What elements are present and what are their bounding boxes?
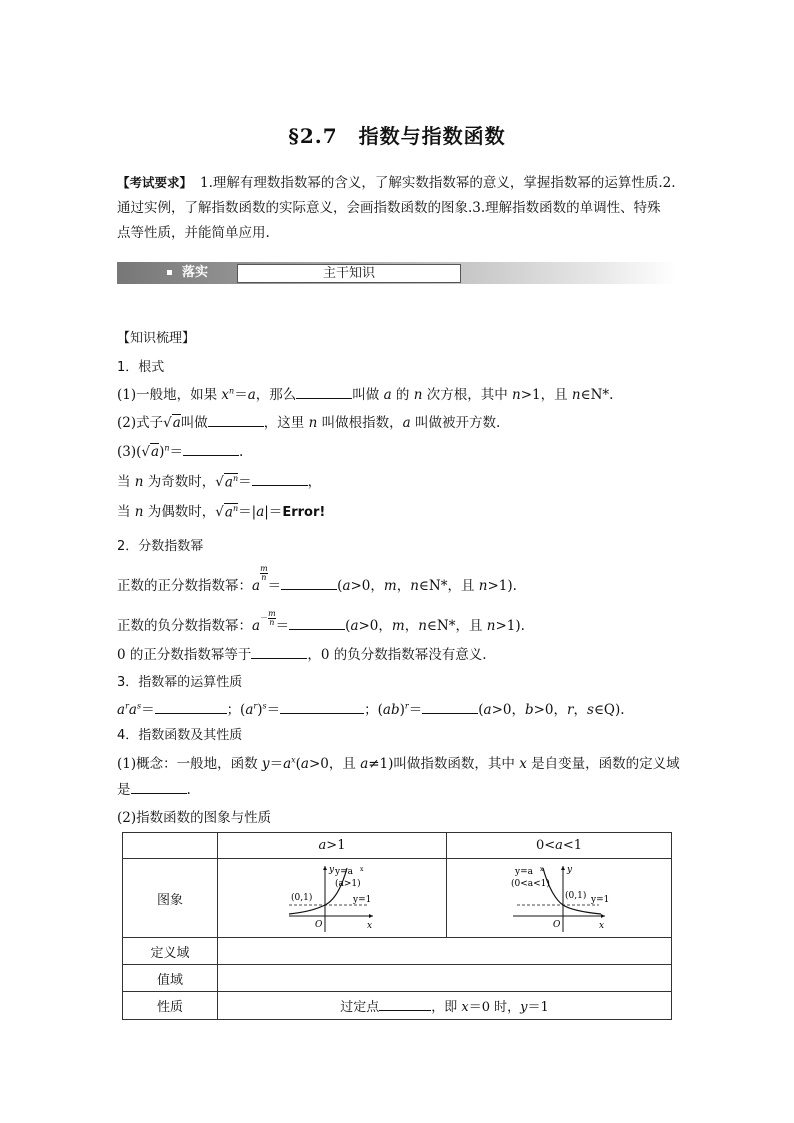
t: n xyxy=(512,387,521,403)
origin-label: O xyxy=(553,920,561,930)
row-label: 性质 xyxy=(123,992,218,1020)
t: n xyxy=(269,617,275,627)
y-label: y xyxy=(329,865,335,875)
table-row xyxy=(123,938,672,965)
t: x xyxy=(221,387,230,403)
range-cell[interactable] xyxy=(218,965,672,992)
t: n xyxy=(308,415,318,431)
blank[interactable] xyxy=(289,617,345,630)
t: >1 xyxy=(326,838,346,853)
t: n xyxy=(418,618,427,634)
t: 正数的负分数指数幂： xyxy=(117,618,252,634)
section-1-heading: 1．根式 xyxy=(117,360,165,375)
s1-line-5 xyxy=(117,500,325,520)
blank[interactable] xyxy=(296,386,352,399)
t: a xyxy=(117,702,126,718)
section-4-heading: 4．指数函数及其性质 xyxy=(117,728,243,743)
t: ( xyxy=(345,618,351,634)
t: ＝0 时， xyxy=(468,1000,521,1015)
header-a-gt-1 xyxy=(218,833,447,859)
banner-left xyxy=(167,265,208,281)
x-label: x xyxy=(599,921,605,931)
point-label: (0,1) xyxy=(291,893,313,903)
banner-right: 主干知识 xyxy=(237,264,461,283)
t: r xyxy=(404,701,409,711)
graph-a-gt-1-cell xyxy=(218,859,447,938)
t: <1 xyxy=(562,838,583,853)
condition-label: (0<a<1) xyxy=(511,879,550,889)
header-a-between xyxy=(447,833,672,859)
t: m xyxy=(391,618,405,634)
t: . xyxy=(186,782,191,798)
t: a xyxy=(224,504,233,520)
t: 为奇数时， xyxy=(143,474,216,490)
t: ( xyxy=(295,756,301,772)
curve-label-sup: x xyxy=(360,866,364,873)
t: 是 xyxy=(117,782,131,798)
t: ，0 的负分数指数幂没有意义. xyxy=(307,647,487,663)
t: ＝ xyxy=(169,444,183,460)
t: a xyxy=(300,756,309,772)
t: ＝ xyxy=(238,474,252,490)
t: x xyxy=(519,756,527,772)
t: ＝ xyxy=(269,756,284,772)
t: >0， xyxy=(533,702,568,718)
t: 过定点 xyxy=(340,1000,380,1015)
t: 正数的正分数指数幂： xyxy=(117,578,252,594)
t: a xyxy=(360,756,369,772)
requirements-line-2: 通过实例，了解指数函数的实际意义，会画指数函数的图象.3.理解指数函数的单调性、特殊 xyxy=(117,200,661,216)
curve-label-sup: x xyxy=(540,866,544,873)
t: >0， xyxy=(358,618,392,634)
t: ＝ xyxy=(266,702,281,718)
table-row xyxy=(123,965,672,992)
t: 0 的正分数指数幂等于 xyxy=(117,647,252,663)
t: n xyxy=(232,503,239,513)
t: s xyxy=(262,701,267,711)
t: y xyxy=(261,756,270,772)
t: a xyxy=(247,387,256,403)
t: ∈Q). xyxy=(593,702,625,718)
asymptote-label: y=1 xyxy=(591,895,609,905)
radical-sign-icon: √ xyxy=(141,444,150,460)
page-title: §2.7 指数与指数函数 xyxy=(288,124,506,148)
t: ) xyxy=(399,702,405,718)
y-arrow-icon xyxy=(323,866,327,870)
t: － xyxy=(260,613,269,622)
t: ，这里 xyxy=(263,415,309,431)
s1-line-1 xyxy=(117,383,613,403)
requirements-line-3: 点等性质，并能简单应用. xyxy=(117,225,270,241)
t: a xyxy=(318,838,327,853)
t: ＝ xyxy=(267,578,282,594)
x-arrow-icon xyxy=(601,914,605,918)
blank[interactable] xyxy=(251,646,307,659)
t: >1). xyxy=(487,578,517,594)
t: n xyxy=(478,578,488,594)
t: a xyxy=(555,838,563,853)
t: >1，且 xyxy=(520,387,572,403)
t: >1). xyxy=(495,618,525,634)
blank[interactable] xyxy=(281,577,337,590)
knowledge-label: 【知识梳理】 xyxy=(117,331,196,346)
t: ＝| xyxy=(238,504,257,520)
t: 叫做根指数， xyxy=(317,415,403,431)
error-field: Error! xyxy=(282,505,326,520)
t: 叫做 xyxy=(352,387,384,403)
t: ， xyxy=(573,702,587,718)
t: ，即 xyxy=(431,1000,462,1015)
t: n xyxy=(410,578,419,594)
s2-line-3 xyxy=(117,643,487,663)
graph-a-gt-1 xyxy=(287,862,377,934)
t: ， xyxy=(404,618,419,634)
t: x xyxy=(461,1000,469,1015)
t: y xyxy=(520,1000,528,1015)
t: a xyxy=(172,415,181,431)
t: a xyxy=(256,504,265,520)
t: >0，且 xyxy=(308,756,361,772)
point-label: (0,1) xyxy=(565,891,587,901)
t: n xyxy=(229,386,235,396)
s1-line-3 xyxy=(117,440,243,460)
section-banner xyxy=(117,262,677,284)
t: a xyxy=(342,578,351,594)
s4-line-1 xyxy=(117,752,680,772)
requirements-label: 【考试要求】 xyxy=(117,175,193,190)
y-arrow-icon xyxy=(561,866,565,870)
t: ＝ xyxy=(234,387,248,403)
t: . xyxy=(239,444,244,460)
x-label: x xyxy=(367,921,373,931)
t: ( xyxy=(478,702,484,718)
asymptote-label: y=1 xyxy=(353,895,372,905)
t: ∈N*. xyxy=(580,387,614,403)
t: n xyxy=(134,504,144,520)
t: ) xyxy=(159,444,165,460)
t: 叫做被开方数. xyxy=(410,415,501,431)
blank[interactable] xyxy=(155,701,227,714)
t: ∈N*，且 xyxy=(426,618,487,634)
table-row xyxy=(123,859,672,938)
t: a xyxy=(402,415,411,431)
t: a xyxy=(252,578,261,594)
graph-a-lt-1 xyxy=(509,862,609,934)
t: a xyxy=(151,444,160,460)
t: n xyxy=(413,387,423,403)
domain-cell[interactable] xyxy=(218,938,672,965)
t: n xyxy=(571,387,581,403)
s1-line-2 xyxy=(117,411,500,431)
exp-function-table xyxy=(122,832,672,1020)
blank[interactable] xyxy=(208,414,264,427)
curve-label: y=a xyxy=(515,867,533,877)
t: ab xyxy=(382,702,400,718)
t: ＝1 xyxy=(527,1000,549,1015)
t: ＝ xyxy=(275,618,290,634)
t: b xyxy=(524,702,534,718)
t: ＝ xyxy=(408,702,423,718)
t: 次方根，其中 xyxy=(422,387,513,403)
t: m xyxy=(383,578,397,594)
t: |＝ xyxy=(264,504,283,520)
requirements-line-1: 1.理解有理数指数幂的含义，了解实数指数幂的意义，掌握指数幂的运算性质.2. xyxy=(200,175,676,191)
s2-line-1 xyxy=(117,564,517,594)
origin-label: O xyxy=(315,920,323,930)
x-arrow-icon xyxy=(369,914,373,918)
t: (1)一般地，如果 xyxy=(117,387,222,403)
t: ＝ xyxy=(141,702,155,718)
t: x xyxy=(291,755,296,765)
t: a xyxy=(128,702,137,718)
t: ， xyxy=(307,474,322,490)
condition-label: (a>1) xyxy=(335,879,361,889)
t: r xyxy=(567,702,574,718)
row-label: 图象 xyxy=(123,859,218,938)
t: n xyxy=(261,573,267,582)
row-label: 值域 xyxy=(123,965,218,992)
section-2-heading: 2．分数指数幂 xyxy=(117,539,204,554)
t: (3)( xyxy=(117,444,142,460)
t: n xyxy=(232,473,239,483)
blank[interactable] xyxy=(131,781,187,794)
blank[interactable] xyxy=(280,701,364,714)
t: ∈N*，且 xyxy=(418,578,479,594)
t: a xyxy=(224,474,233,490)
section-3-heading: 3．指数幂的运算性质 xyxy=(117,675,243,690)
t: r xyxy=(253,701,258,711)
curve-label: y=a xyxy=(335,867,353,877)
t: >0， xyxy=(491,702,525,718)
t: (1)概念：一般地，函数 xyxy=(117,756,262,772)
corner-cell xyxy=(123,833,218,859)
t: 当 xyxy=(117,474,135,490)
property-cell xyxy=(218,992,672,1020)
t: s xyxy=(136,701,142,711)
t: a xyxy=(383,387,392,403)
t: ) xyxy=(257,702,263,718)
t: ，那么 xyxy=(255,387,297,403)
t: r xyxy=(125,701,129,711)
row-label: 定义域 xyxy=(123,938,218,965)
t: n xyxy=(486,618,496,634)
banner-left-label: 落实 xyxy=(182,265,209,280)
t: ；( xyxy=(226,702,246,718)
radical-sign-icon: √ xyxy=(215,474,224,490)
t: ≠1)叫做指数函数，其中 xyxy=(368,756,520,772)
t: m xyxy=(268,608,276,618)
t: n xyxy=(134,474,144,490)
t: a xyxy=(252,618,261,634)
exam-requirements xyxy=(117,170,679,246)
t: 0< xyxy=(535,838,556,853)
table-header-row xyxy=(123,833,672,859)
s3-line xyxy=(117,698,625,718)
blank[interactable] xyxy=(252,473,308,486)
t: 的 xyxy=(391,387,414,403)
t: ；( xyxy=(364,702,383,718)
t: (2)式子 xyxy=(117,415,164,431)
t: a xyxy=(283,756,292,772)
y-label: y xyxy=(567,865,573,875)
s2-line-2 xyxy=(117,608,525,637)
blank[interactable] xyxy=(183,443,239,456)
t: 为偶数时， xyxy=(143,504,216,520)
t: 叫做 xyxy=(180,415,208,431)
t: ， xyxy=(396,578,411,594)
blank[interactable] xyxy=(379,998,431,1011)
square-bullet-icon xyxy=(167,270,172,275)
s1-line-4 xyxy=(117,470,321,490)
t: m xyxy=(260,564,268,573)
graph-a-lt-1-cell xyxy=(447,859,672,938)
t: 当 xyxy=(117,504,135,520)
t: >0， xyxy=(350,578,384,594)
blank[interactable] xyxy=(422,701,478,714)
t: a xyxy=(483,702,492,718)
t: ( xyxy=(337,578,343,594)
t: a xyxy=(245,702,254,718)
t: a xyxy=(350,618,359,634)
s4-line-2 xyxy=(117,778,191,798)
t: 是自变量，函数的定义域 xyxy=(526,756,680,772)
t: s xyxy=(587,702,594,718)
table-row xyxy=(123,992,672,1020)
s4-line-3: (2)指数函数的图象与性质 xyxy=(117,810,272,826)
t: n xyxy=(164,443,170,453)
radical-sign-icon: √ xyxy=(163,415,172,431)
radical-sign-icon: √ xyxy=(215,504,224,520)
